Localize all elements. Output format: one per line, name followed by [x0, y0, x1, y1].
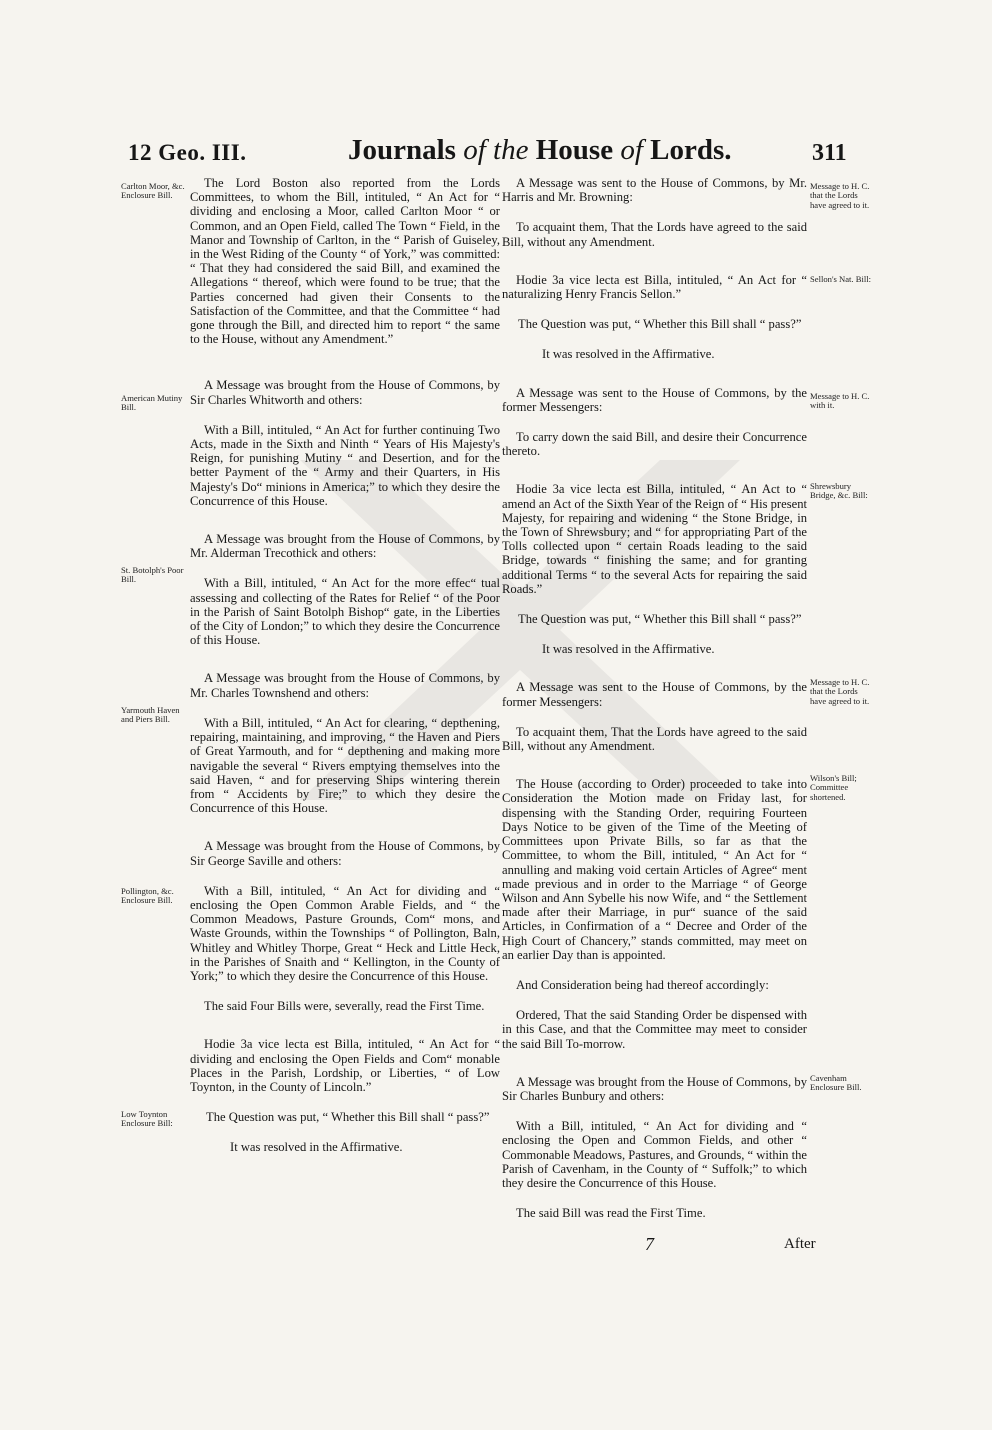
shrewsbury-third-reading-paragraph: Hodie 3a vice lecta est Billa, intituled, “ An Act to “ amend an Act of the Sixth Year of the Reign of “ His present Majesty, for repairing and widening “ the Stone Bridge, in the Town of Shrewsbury; and “ for appropriating Part of the Tolls collected upon “ certain Roads leading to the said Bridge, towards “ finishing the same; and for granting additional Terms “ to the several Acts for repairing the said Roads.”: [502, 482, 807, 596]
title-word-journals: Journals: [348, 134, 456, 166]
title-word-lords: Lords.: [650, 134, 732, 166]
margin-note-message-2: Message to H. C. with it.: [810, 391, 870, 411]
margin-note-cavenham: Cavenham Enclosure Bill.: [810, 1073, 862, 1093]
botolph-message-paragraph: A Message was brought from the House of Commons, by Mr. Alderman Trecothick and others:: [190, 532, 500, 561]
margin-note-shrewsbury: Shrewsbury Bridge, &c. Bill:: [810, 481, 868, 501]
title-word-the: the: [493, 134, 529, 166]
cavenham-read-paragraph: The said Bill was read the First Time.: [516, 1206, 706, 1221]
pollington-message-paragraph: A Message was brought from the House of Commons, by Sir George Saville and others:: [190, 839, 500, 868]
right-column: [502, 176, 807, 1220]
message-harris-paragraph: A Message was sent to the House of Commons, by Mr. Harris and Mr. Browning:: [502, 176, 807, 205]
sellon-question-paragraph: The Question was put, “ Whether this Bill shall “ pass?”: [518, 317, 802, 332]
margin-note-botolph: St. Botolph's Poor Bill.: [121, 565, 184, 585]
title-word-of-2: of: [620, 134, 643, 166]
page-header: [0, 0, 992, 180]
wilson-standing-order-paragraph: The House (according to Order) proceeded to take into Consideration the Motion made on Friday last, for dispensing with the Standing Order, requiring Fourteen Days Notice to be given of the Time of the Meeting of Committees upon Private Bills, so far as that the Committee, to whom the Bill, intituled, “ An Act for “ annulling and making void certain Articles of Agree“ ment made previous and in order to the Marriage “ of George Wilson and Ann Sybelle his now Wife, and “ the Settlement made after their Marriage, in pur“ suance of the said Articles, in Confirmation of a “ Decree and Order of the High Court of Chancery,” stands committed, may meet on an earlier Day than is appointed.: [502, 777, 807, 962]
page-number: 311: [812, 140, 847, 166]
margin-note-toynton: Low Toynton Enclosure Bill:: [121, 1109, 173, 1129]
signature-mark: 7: [645, 1234, 654, 1254]
ordered-paragraph: Ordered, That the said Standing Order be dispensed with in this Case, and that the Committee may meet to consider the said Bill To-morrow.: [502, 1008, 807, 1051]
american-message-paragraph: A Message was brought from the House of Commons, by Sir Charles Whitworth and others:: [190, 378, 500, 407]
cavenham-bill-paragraph: With a Bill, intituled, “ An Act for dividing and “ enclosing the Open and Common Fields, and other “ Commonable Meadows, Pastures, and Grounds, “ within the Parish of Cavenham, in the County of “ Suffolk;” to which they desire the Concurrence of this House.: [502, 1119, 808, 1190]
margin-note-message-3: Message to H. C. that the Lords have agreed to it.: [810, 677, 870, 706]
journal-title: [348, 134, 732, 167]
margin-note-yarmouth: Yarmouth Haven and Piers Bill.: [121, 705, 180, 725]
message-former-paragraph: A Message was sent to the House of Commons, by the former Messengers:: [502, 385, 807, 414]
four-bills-read-paragraph: The said Four Bills were, severally, read the First Time.: [204, 999, 485, 1014]
shrewsbury-resolved-paragraph: It was resolved in the Affirmative.: [542, 642, 715, 657]
acquaint-agreed-paragraph: To acquaint them, That the Lords have agreed to the said Bill, without any Amendment.: [502, 220, 807, 249]
left-column: [190, 176, 500, 1155]
american-bill-paragraph: With a Bill, intituled, “ An Act for further continuing Two Acts, made in the Sixth and Ninth “ Years of His Majesty's Reign, for punishing Mutiny “ and Desertion, and for the better Payment of the “ Army and their Quarters, in His Majesty's Do“ minions in America;” to which they desire the Concurrence of this House.: [190, 422, 500, 508]
botolph-bill-paragraph: With a Bill, intituled, “ An Act for the more effec“ tual assessing and collecting of the Rates for Relief “ of the Poor in the Parish of Saint Botolph Bishop“ gate, in the Liberties of the City of London;” to which they desire the Concurrence of this House.: [190, 576, 500, 648]
margin-note-carlton: Carlton Moor, &c. Enclosure Bill.: [121, 181, 185, 201]
sellon-third-reading-paragraph: Hodie 3a vice lecta est Billa, intituled, “ An Act for “ naturalizing Henry Francis Sellon.”: [502, 272, 807, 302]
title-word-house: House: [535, 134, 614, 166]
yarmouth-message-paragraph: A Message was brought from the House of Commons, by Mr. Charles Townshend and others:: [190, 671, 500, 700]
pollington-bill-paragraph: With a Bill, intituled, “ An Act for dividing and “ enclosing the Open Common Arable Fields, and “ the Common Meadows, Pasture Grounds, Com“ mons, and Waste Grounds, within the Townships “ of Pollington, Baln, Whitley and Whitley Thorpe, Great “ Heck and Little Heck, in the Parishes of Snaith and “ Kellington, in the County of York;” to which they desire the Concurrence of this House.: [190, 883, 500, 983]
title-word-of: of: [463, 134, 486, 166]
shrewsbury-question-paragraph: The Question was put, “ Whether this Bill shall “ pass?”: [518, 612, 802, 627]
margin-note-pollington: Pollington, &c. Enclosure Bill.: [121, 886, 174, 906]
carry-down-paragraph: To carry down the said Bill, and desire their Concurrence thereto.: [502, 430, 807, 459]
regnal-year: 12 Geo. III.: [128, 140, 247, 165]
toynton-question-paragraph: The Question was put, “ Whether this Bill shall “ pass?”: [206, 1110, 490, 1125]
toynton-third-reading-paragraph: Hodie 3a vice lecta est Billa, intituled, “ An Act for “ dividing and enclosing the Open Fields and Com“ monable Places in the Parish, Lordship, or Liberties, “ of Low Toynton, in the County of Lincoln.”: [190, 1037, 500, 1094]
message-former-2-paragraph: A Message was sent to the House of Commons, by the former Messengers:: [502, 680, 807, 709]
catchword: After: [784, 1236, 816, 1252]
margin-note-sellon: Sellon's Nat. Bill:: [810, 274, 871, 284]
acquaint-agreed-2-paragraph: To acquaint them, That the Lords have agreed to the said Bill, without any Amendment.: [502, 724, 807, 754]
margin-note-wilson: Wilson's Bill; Committee shortened.: [810, 773, 857, 802]
cavenham-message-paragraph: A Message was brought from the House of Commons, by Sir Charles Bunbury and others:: [502, 1074, 807, 1103]
carlton-report-paragraph: The Lord Boston also reported from the Lords Committees, to whom the Bill, intituled, “ An Act for “ dividing and enclosing a Moor, called Carlton Moor “ or Common, and an Open Field, called The Town “ Field, in the Manor and Township of Carlton, in the “ Parish of Guiseley, in the West Riding of the County “ of York,” was committed: “ That they had considered the said Bill, and examined the Allegations “ thereof, which were found to be true; that the Parties concerned had given their Consents to the Satisfaction of the Committee, and that the Committee “ had gone through the Bill, and directed him to report “ the same to the House, without any Amendment.”: [190, 176, 500, 347]
toynton-resolved-paragraph: It was resolved in the Affirmative.: [230, 1140, 403, 1155]
margin-note-american: American Mutiny Bill.: [121, 393, 183, 413]
margin-note-message-1: Message to H. C. that the Lords have agreed to it.: [810, 181, 870, 210]
yarmouth-bill-paragraph: With a Bill, intituled, “ An Act for clearing, “ depthening, repairing, maintaining, and improving, “ the Haven and Piers of Great Yarmouth, and for “ depthening and making more navigable the several “ Rivers emptying themselves into the said Haven, “ and for preserving Ships wintering therein from “ Accidents by Fire;” to which they desire the Concurrence of this House.: [190, 715, 500, 816]
consideration-paragraph: And Consideration being had thereof accordingly:: [516, 977, 769, 992]
sellon-resolved-paragraph: It was resolved in the Affirmative.: [542, 347, 715, 362]
